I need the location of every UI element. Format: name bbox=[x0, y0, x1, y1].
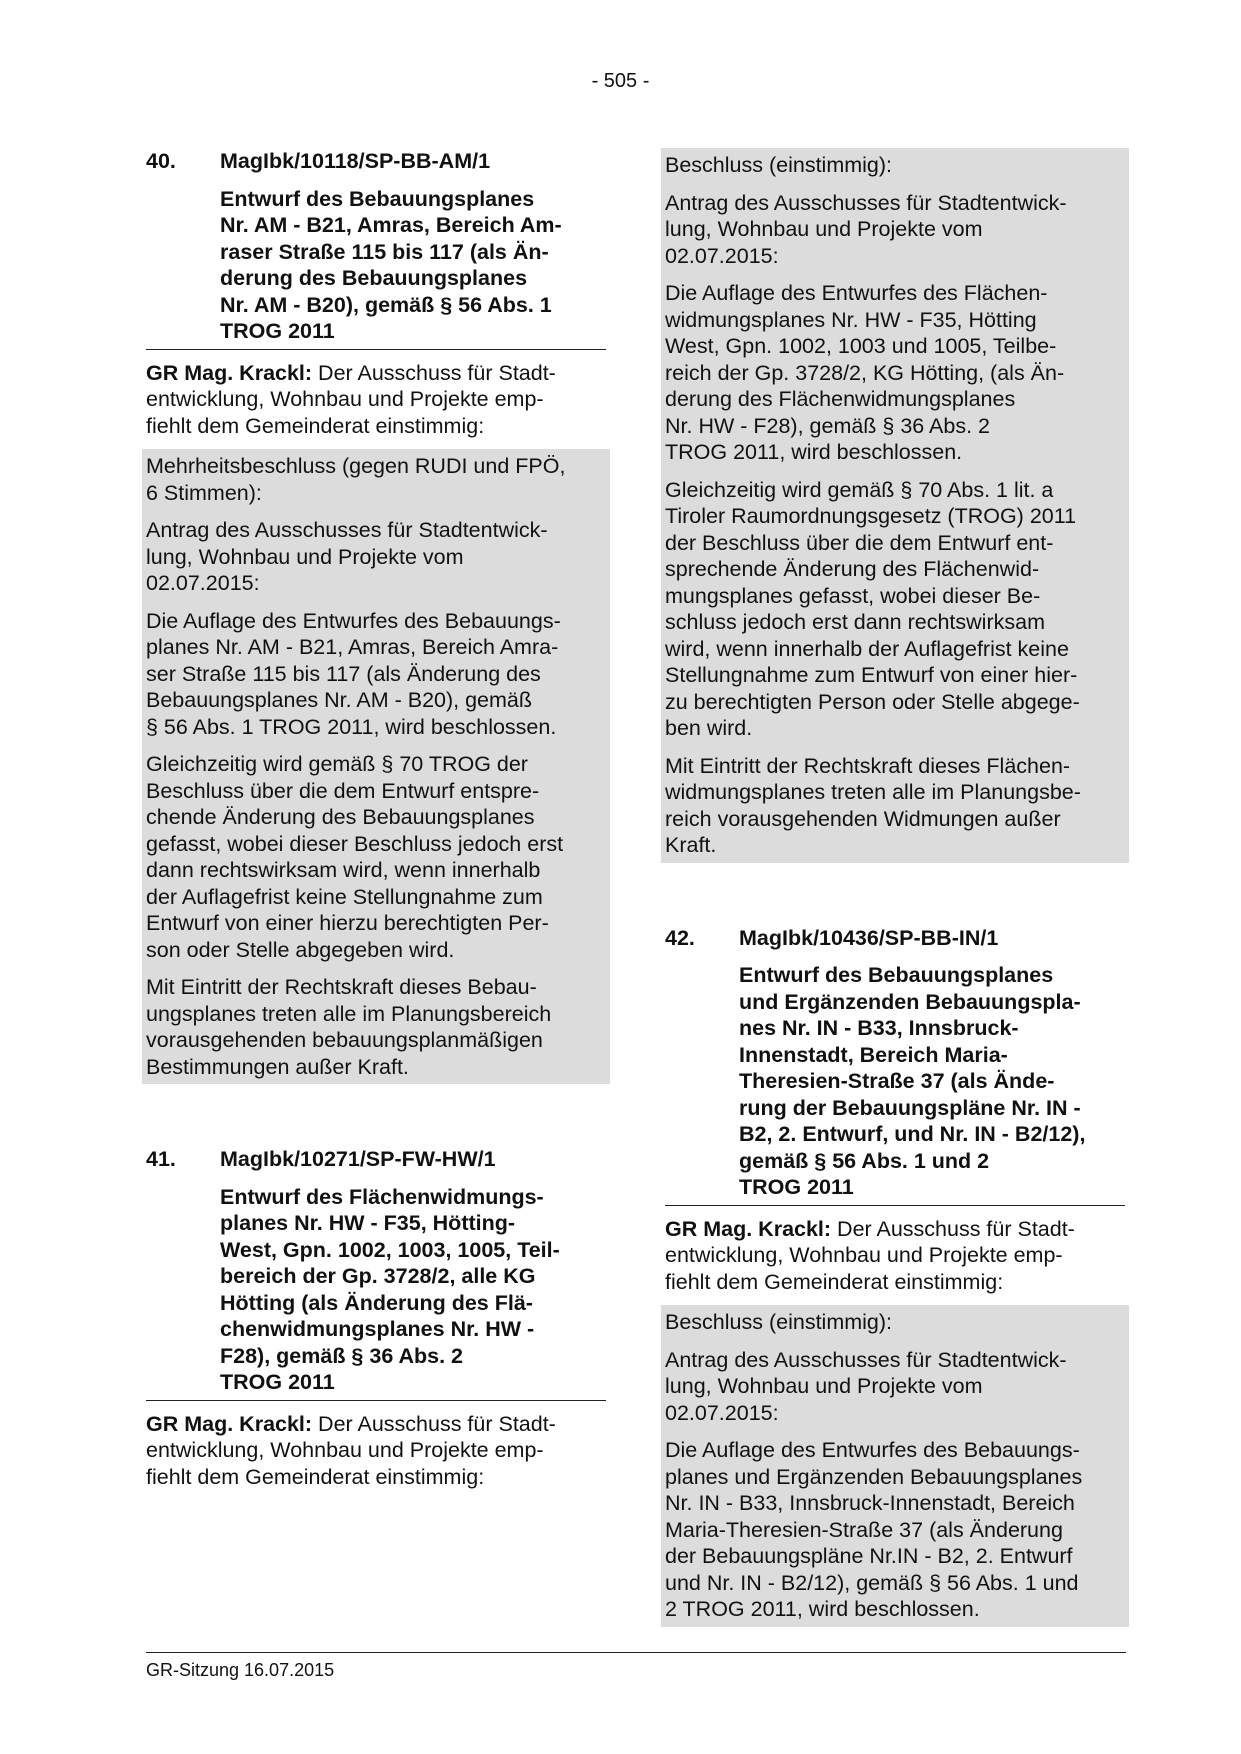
text-line: TROG 2011 bbox=[220, 1370, 335, 1394]
item-40-title bbox=[220, 186, 606, 345]
text-line: TROG 2011 bbox=[220, 319, 335, 343]
item-40-code: MagIbk/10118/SP-BB-AM/1 bbox=[220, 149, 491, 173]
text-line: F28), gemäß § 36 Abs. 2 bbox=[220, 1343, 463, 1368]
left-column bbox=[146, 148, 606, 1500]
decision-paragraph: Mit Eintritt der Rechtskraft dieses Flächen- widmungsplanes treten alle im Planungsbe- reich vorausgehenden Widmungen außer Kraft. bbox=[665, 753, 1081, 857]
item-41-decision-box bbox=[661, 148, 1129, 863]
item-42-header bbox=[665, 925, 1125, 952]
decision-paragraph: Beschluss (einstimmig): bbox=[665, 153, 892, 177]
speaker-text: Der Ausschuss für Stadt- entwicklung, Wohnbau und Projekte emp- fiehlt dem Gemeinderat einstimmig: bbox=[146, 360, 556, 438]
text-line: Entwurf des Flächenwidmungs- bbox=[220, 1184, 544, 1209]
text-line: Hötting (als Änderung des Flä- bbox=[220, 1290, 533, 1315]
item-42-code: MagIbk/10436/SP-BB-IN/1 bbox=[739, 925, 999, 950]
item-41-speaker-statement bbox=[146, 1411, 606, 1491]
text-line: Entwurf des Bebauungsplanes bbox=[220, 186, 535, 211]
decision-paragraph: Mehrheitsbeschluss (gegen RUDI und FPÖ, 6 Stimmen): bbox=[146, 454, 566, 505]
divider bbox=[146, 1400, 606, 1401]
text-line: Nr. AM - B20), gemäß § 56 Abs. 1 bbox=[220, 292, 552, 317]
text-line: raser Straße 115 bis 117 (als Än- bbox=[220, 239, 549, 264]
divider bbox=[146, 349, 606, 350]
decision-paragraph: Mit Eintritt der Rechtskraft dieses Bebau- ungsplanes treten alle im Planungsbereich vorausgehenden bebauungsplanmäßigen Bestimmungen außer Kraft. bbox=[146, 975, 552, 1079]
text-line: nes Nr. IN - B33, Innsbruck- bbox=[739, 1016, 1019, 1040]
item-41-number: 41. bbox=[146, 1147, 176, 1171]
text-line: B2, 2. Entwurf, und Nr. IN - B2/12), bbox=[739, 1122, 1086, 1146]
text-line: derung des Bebauungsplanes bbox=[220, 266, 528, 290]
divider bbox=[665, 1205, 1125, 1206]
footer-divider bbox=[146, 1652, 1126, 1653]
decision-paragraph: Die Auflage des Entwurfes des Bebauungs- planes und Ergänzenden Bebauungsplanes Nr. IN - B33, Innsbruck-Innenstadt, Bereich Maria-Theresien-Straße 37 (als Änderung der Bebauungspläne Nr.IN - B2, 2. Entwurf und Nr. IN - B2/12), gemäß § 56 Abs. 1 und 2 TROG 2011, wird beschlossen. bbox=[665, 1438, 1083, 1621]
decision-paragraph: Antrag des Ausschusses für Stadtentwick- lung, Wohnbau und Projekte vom 02.07.2015: bbox=[146, 518, 548, 595]
decision-paragraph: Antrag des Ausschusses für Stadtentwick- lung, Wohnbau und Projekte vom 02.07.2015: bbox=[665, 190, 1067, 268]
speaker-name: GR Mag. Krackl: bbox=[146, 360, 313, 385]
item-42-number: 42. bbox=[665, 925, 695, 950]
item-42-decision-box bbox=[661, 1305, 1129, 1627]
right-column bbox=[665, 148, 1125, 1627]
decision-paragraph: Antrag des Ausschusses für Stadtentwick- lung, Wohnbau und Projekte vom 02.07.2015: bbox=[665, 1347, 1067, 1425]
text-line: TROG 2011 bbox=[739, 1175, 854, 1199]
speaker-text: Der Ausschuss für Stadt- entwicklung, Wohnbau und Projekte emp- fiehlt dem Gemeinderat einstimmig: bbox=[665, 1216, 1075, 1294]
item-40-speaker-statement bbox=[146, 360, 606, 440]
text-line: Innenstadt, Bereich Maria- bbox=[739, 1042, 1008, 1067]
item-41-code: MagIbk/10271/SP-FW-HW/1 bbox=[220, 1147, 496, 1171]
text-line: planes Nr. HW - F35, Hötting- bbox=[220, 1211, 516, 1235]
speaker-text: Der Ausschuss für Stadt- entwicklung, Wohnbau und Projekte emp- fiehlt dem Gemeinderat einstimmig: bbox=[146, 1411, 556, 1489]
speaker-name: GR Mag. Krackl: bbox=[665, 1216, 832, 1241]
decision-paragraph: Beschluss (einstimmig): bbox=[665, 1310, 892, 1334]
text-line: Theresien-Straße 37 (als Ände- bbox=[739, 1069, 1055, 1093]
item-40-header bbox=[146, 148, 606, 175]
item-42-title bbox=[739, 962, 1125, 1201]
speaker-name: GR Mag. Krackl: bbox=[146, 1411, 313, 1436]
item-41-title bbox=[220, 1184, 606, 1396]
text-line: Nr. AM - B21, Amras, Bereich Am- bbox=[220, 213, 562, 237]
text-line: West, Gpn. 1002, 1003, 1005, Teil- bbox=[220, 1237, 560, 1262]
text-line: chenwidmungsplanes Nr. HW - bbox=[220, 1317, 535, 1341]
page-number: - 505 - bbox=[591, 70, 650, 92]
text-line: gemäß § 56 Abs. 1 und 2 bbox=[739, 1148, 990, 1173]
decision-paragraph: Die Auflage des Entwurfes des Bebauungs- planes Nr. AM - B21, Amras, Bereich Amra- ser Straße 115 bis 117 (als Änderung des Bebauungsplanes Nr. AM - B20), gemäß § 56 Abs. 1 TROG 2011, wird beschlossen. bbox=[146, 608, 561, 739]
decision-paragraph: Die Auflage des Entwurfes des Flächen- widmungsplanes Nr. HW - F35, Hötting West, Gpn. 1002, 1003 und 1005, Teilbe- reich der Gp. 3728/2, KG Hötting, (als Än- derung des Flächenwidmungsplanes Nr. HW - F28), gemäß § 36 Abs. 2 TROG 2011, wird beschlossen. bbox=[665, 281, 1065, 464]
decision-paragraph: Gleichzeitig wird gemäß § 70 TROG der Beschluss über die dem Entwurf entspre- chende Änderung des Bebauungsplanes gefasst, wobei dieser Beschluss jedoch erst dann rechtswirksam wird, wenn innerhalb der Auflagefrist keine Stellungnahme zum Entwurf von einer hierzu berechtigten Per- son oder Stelle abgegeben wird. bbox=[146, 752, 564, 962]
text-line: bereich der Gp. 3728/2, alle KG bbox=[220, 1264, 536, 1288]
item-42-speaker-statement bbox=[665, 1216, 1125, 1296]
item-40-number: 40. bbox=[146, 149, 176, 173]
item-40-decision-box bbox=[142, 449, 610, 1084]
text-line: Entwurf des Bebauungsplanes bbox=[739, 963, 1054, 987]
item-41-header bbox=[146, 1146, 606, 1173]
text-line: und Ergänzenden Bebauungspla- bbox=[739, 989, 1081, 1014]
footer-text: GR-Sitzung 16.07.2015 bbox=[146, 1660, 335, 1680]
text-line: rung der Bebauungspläne Nr. IN - bbox=[739, 1095, 1081, 1120]
decision-paragraph: Gleichzeitig wird gemäß § 70 Abs. 1 lit. a Tiroler Raumordnungsgesetz (TROG) 2011 der Beschluss über die dem Entwurf ent- sprechende Änderung des Flächenwid- mungsplanes gefasst, wobei dieser Be- schluss jedoch erst dann rechtswirksam wird, wenn innerhalb der Auflagefrist keine Stellungnahme zum Entwurf von einer hier- zu berechtigten Person oder Stelle abgege- ben wird. bbox=[665, 477, 1080, 740]
